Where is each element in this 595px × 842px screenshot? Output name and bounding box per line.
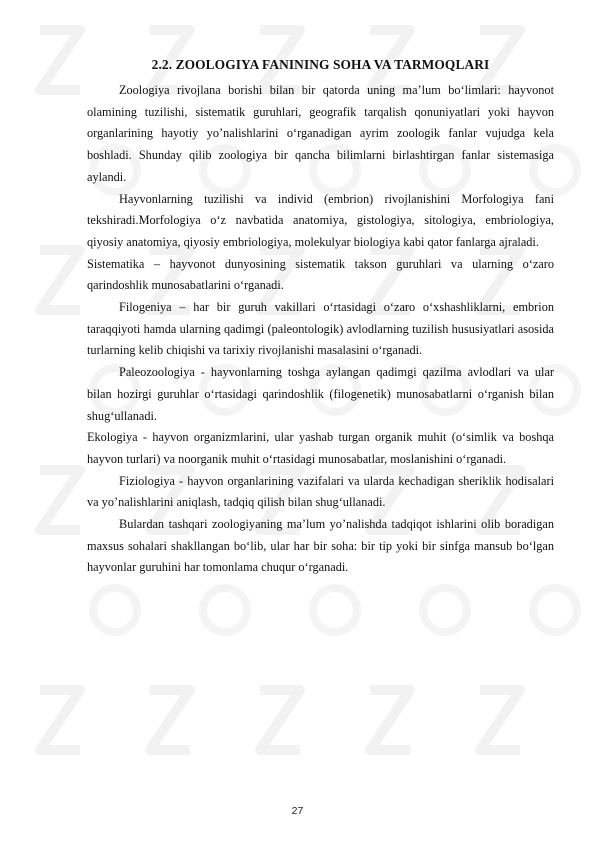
paragraph-filogeniya: Filogeniya – har bir guruh vakillari o‘rtasidagi o‘zaro o‘xshashliklarni, embrion taraqqiyoti hamda ularning qadimgi (paleontologik) avlodlarning tuzilish hususiyatlari asosida turlarning kelib chiqishi va tarixiy rivojlanishi masalasini o‘rganadi. [87,300,554,358]
paragraph-morfologiya: Hayvonlarning tuzilishi va individ (embrion) rivojlanishini Morfologiya fani tekshiradi.Morfologiya o‘z navbatida anatomiya, gistologiya, sitologiya, embriologiya, qiyosiy anatomiya, qiyosiy embriologiya, molekulyar biologiya kabi qator fanlarga ajraladi. [87,191,554,249]
paragraph-paleozoologiya: Paleozoologiya - hayvonlarning toshga aylangan qadimgi qazilma avlodlari va ular bilan hozirgi guruhlar o‘rtasidagi qarindoshlik (filogenetik) munosabatlarni o‘rganish bilan shug‘ullanadi. [87,365,554,423]
paragraph-conclusion: Bulardan tashqari zoologiyaning ma’lum yo’nalishda tadqiqot ishlarini olib boradigan maxsus sohalari shakllangan bo‘lib, ular har bir soha: bir tip yoki bir sinfga mansub bo‘lgan hayvonlar guruhini har tomonlama chuqur o‘rganadi. [87,517,554,575]
document-page [87,54,554,579]
section-title: 2.2. ZOOLOGIYA FANINING SOHA VA TARMOQLARI [151,57,490,72]
paragraph-intro: Zoologiya rivojlana borishi bilan bir qatorda uning ma’lum bo‘limlari: hayvonot olamining tuzilishi, sistematik guruhlari, geografik tarqalish qonuniyatlari yoki hayvon organlarining hayotiy yo’nalishlarini o‘rganadigan ayrim zoologik fanlar vujudga kela boshladi. Shunday qilib zoologiya bir qancha bilimlarni birlashtirgan fanlar sistemasiga aylandi. [87,83,554,184]
paragraph-fiziologiya: Fiziologiya - hayvon organlarining vazifalari va ularda kechadigan sheriklik hodisalari va yo’nalishlarini aniqlash, tadqiq qilish bilan shug‘ullanadi. [87,473,554,510]
page-number: 27 [291,805,304,817]
paragraph-ekologiya: Ekologiya - hayvon organizmlarini, ular yashab turgan organik muhit (o‘simlik va boshqa hayvon turlari) va noorganik muhit o‘rtasidagi munosabatlar, moslanishini o‘rganadi. [87,430,554,466]
paragraph-sistematika: Sistematika – hayvonot dunyosining sistematik takson guruhlari va ularning o‘zaro qarindoshlik munosabatlarini o‘rganadi. [87,256,554,293]
